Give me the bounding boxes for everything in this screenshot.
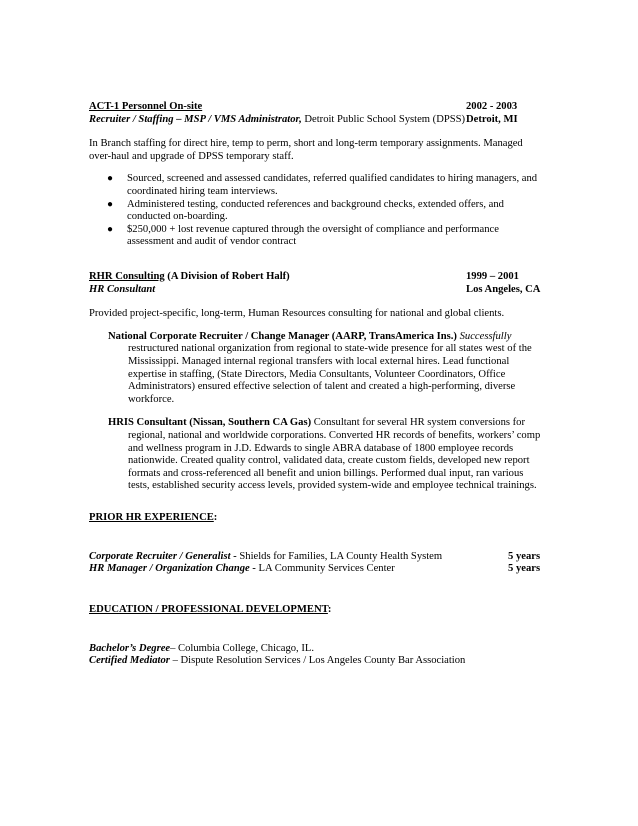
role-heading: HRIS Consultant (Nissan, Southern CA Gas) [108, 417, 312, 429]
education-section [89, 604, 544, 668]
education-item: Certified Mediator – Dispute Resolution Services / Los Angeles County Bar Association [89, 655, 466, 667]
education-item: Bachelor’s Degree– Columbia College, Chicago, IL. [89, 642, 314, 654]
act1-header-row [89, 101, 544, 114]
rhr-role-national [89, 331, 544, 407]
rhr-title-row [89, 284, 544, 297]
rhr-role-hris [89, 417, 544, 493]
prior-heading: PRIOR HR EXPERIENCE: [89, 512, 218, 523]
act1-location: Detroit, MI [466, 113, 518, 125]
role-text: Consultant for several HR system conversions for regional, national and worldwide corporations. Converted HR records of benefits, workers’ comp and wellness program in J.D. Edwards to single ABRA database of 1800 employee records nationwide. Created quality control, validated data, create custom fields, developed new report formats and cross-referenced all benefit and union billings. Performed dual input, ran various tests, established security access levels, provided system-wide and employee technical trainings. [128, 417, 541, 492]
rhr-company-suffix: (A Division of Robert Half) [164, 271, 290, 282]
rhr-title: HR Consultant [89, 283, 156, 295]
prior-item: HR Manager / Organization Change - LA Community Services Center 5 years [89, 563, 541, 575]
act1-dates: 2002 - 2003 [466, 101, 518, 112]
list-item: ● Sourced, screened and assessed candidates, referred qualified candidates to hiring managers, and coordinated hiring team interviews. [107, 173, 538, 197]
bullet-icon: ● [107, 198, 114, 210]
act1-title-row [89, 114, 544, 127]
list-item: ● $250,000 + lost revenue captured through the oversight of compliance and performance assessment and audit of vendor contract [107, 223, 499, 248]
education-heading: EDUCATION / PROFESSIONAL DEVELOPMENT: [89, 604, 332, 615]
rhr-company: RHR Consulting [89, 271, 165, 282]
act1-section [89, 101, 544, 249]
prior-item: Corporate Recruiter / Generalist - Shields for Families, LA County Health System 5 years [89, 550, 541, 562]
prior-section [89, 512, 544, 576]
act1-bullet-list [89, 173, 544, 249]
rhr-location: Los Angeles, CA [466, 283, 541, 295]
bullet-icon: ● [107, 223, 114, 235]
act1-client: Detroit Public School System (DPSS) [301, 113, 466, 125]
rhr-section [89, 271, 544, 493]
list-item: ● Administered testing, conducted references and background checks, extended offers, and conducted on-boarding. [107, 198, 504, 223]
role-heading: National Corporate Recruiter / Change Manager (AARP, TransAmerica Ins.) [108, 330, 457, 342]
rhr-dates: 1999 – 2001 [466, 271, 519, 282]
bullet-icon: ● [107, 173, 114, 185]
act1-title: Recruiter / Staffing – MSP / VMS Administrator, [89, 113, 302, 125]
rhr-summary: Provided project-specific, long-term, Human Resources consulting for national and global clients. [89, 308, 505, 320]
role-lead: Successfully [456, 330, 512, 342]
rhr-header-row [89, 271, 544, 284]
act1-company: ACT-1 Personnel On-site [89, 101, 203, 112]
act1-summary: In Branch staffing for direct hire, temp to perm, short and long-term temporary assignments. Managed over-haul and upgrade of DPSS temporary staff. [89, 138, 523, 162]
role-text: restructured national organization from regional to state-wide presence for all states west of the Mississippi. Managed internal regional transfers with local external hires. Lead functional expertise in staffing, (State Directors, Media Consultants, Volunteer Coordinators, Office Administrators) ensured effective selection of talent and created a high-performing, diverse workforce. [128, 343, 532, 405]
